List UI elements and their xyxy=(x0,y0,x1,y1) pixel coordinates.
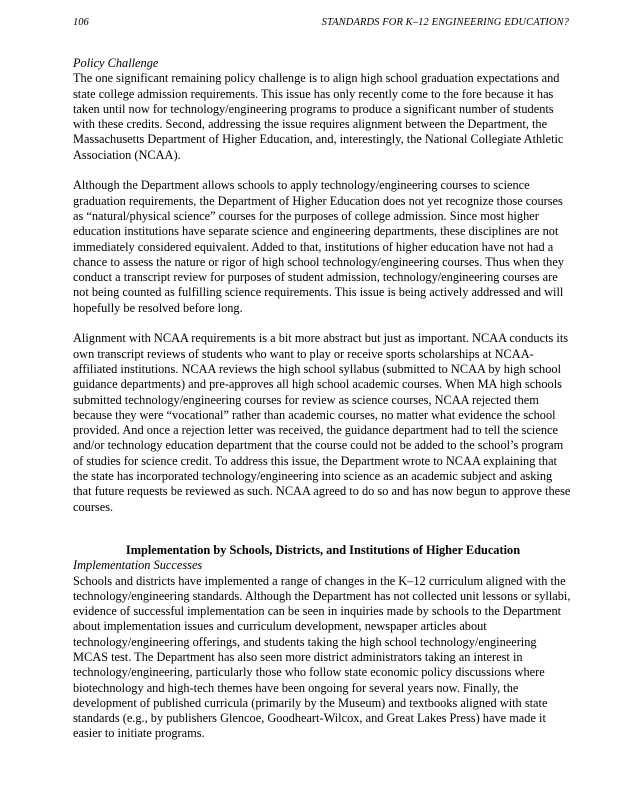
implementation-paragraph: Schools and districts have implemented a range of changes in the K–12 curriculum aligned with the technology/engineering standards. Although the Department has not collected unit lessons or syllabi, evidence of successful implementation can be seen in inquiries made by schools to the Department about implementation issues and curriculum development, newspaper articles about technology/engineering offerings, and students taking the high school technology/engineering MCAS test. The Department has also seen more district administrators taking an interest in technology/engineering, particularly those who follow state economic policy discussions where biotechnology and high-tech themes have been ongoing for several years now. Finally, the development of published curricula (primarily by the Museum) and textbooks aligned with state standards (e.g., by publishers Glencoe, Goodheart-Wilcox, and Great Lakes Press) have made it easier to initiate programs. xyxy=(73,573,571,741)
policy-paragraph-1: The one significant remaining policy challenge is to align high school graduation expectations and state college admission requirements. This issue has only recently come to the fore because it has taken until now for technology/engineering programs to produce a significant number of students with these credits. Second, addressing the issue requires alignment between the Department, the Massachusetts Department of Higher Education, and, interestingly, the National Collegiate Athletic Association (NCAA). xyxy=(73,71,564,162)
running-head-title: STANDARDS FOR K–12 ENGINEERING EDUCATION? xyxy=(321,17,569,28)
page-header xyxy=(73,17,569,33)
page-body xyxy=(73,56,573,742)
policy-challenge-heading: Policy Challenge xyxy=(73,56,159,70)
paragraph-spacer xyxy=(73,163,573,178)
policy-paragraph-2: Although the Department allows schools to apply technology/engineering courses to science graduation requirements, the Department of Higher Education does not yet recognize those courses as “natural/physical science” courses for the purposes of college admission. Since most higher education institutions have separate science and engineering departments, these disciplines are not immediately considered equivalent. Added to that, institutions of higher education have not had a chance to assess the nature or rigor of high school technology/engineering courses. Thus when they conduct a transcript review for purposes of student admission, technology/engineering courses are not being counted as fulfilling science requirements. This issue is being actively addressed and will hopefully be resolved before long. xyxy=(73,178,564,315)
implementation-section-title: Implementation by Schools, Districts, and Institutions of Higher Education xyxy=(125,542,521,557)
policy-paragraph-3: Alignment with NCAA requirements is a bit more abstract but just as important. NCAA conducts its own transcript reviews of students who want to play or receive sports scholarships at NCAA-affiliated institutions. NCAA reviews the high school syllabus (submitted to NCAA by high school guidance departments) and pre-approves all high school academic courses. When MA high schools submitted technology/engineering courses for review as science courses, NCAA rejected them because they were “vocational” rather than academic courses, no matter what evidence the school provided. And once a rejection letter was received, the guidance department had to tell the science and/or technology education department that the course could not be added to the school’s program of studies for science credit. To address this issue, the Department wrote to NCAA explaining that the state has incorporated technology/engineering into science as an academic subject and asking that future requests be reviewed as such. NCAA agreed to do so and has now begun to approve these courses. xyxy=(73,331,571,514)
page-number: 106 xyxy=(73,17,89,28)
section-spacer xyxy=(73,515,573,543)
implementation-successes-heading: Implementation Successes xyxy=(73,558,203,573)
paragraph-spacer xyxy=(73,316,573,331)
